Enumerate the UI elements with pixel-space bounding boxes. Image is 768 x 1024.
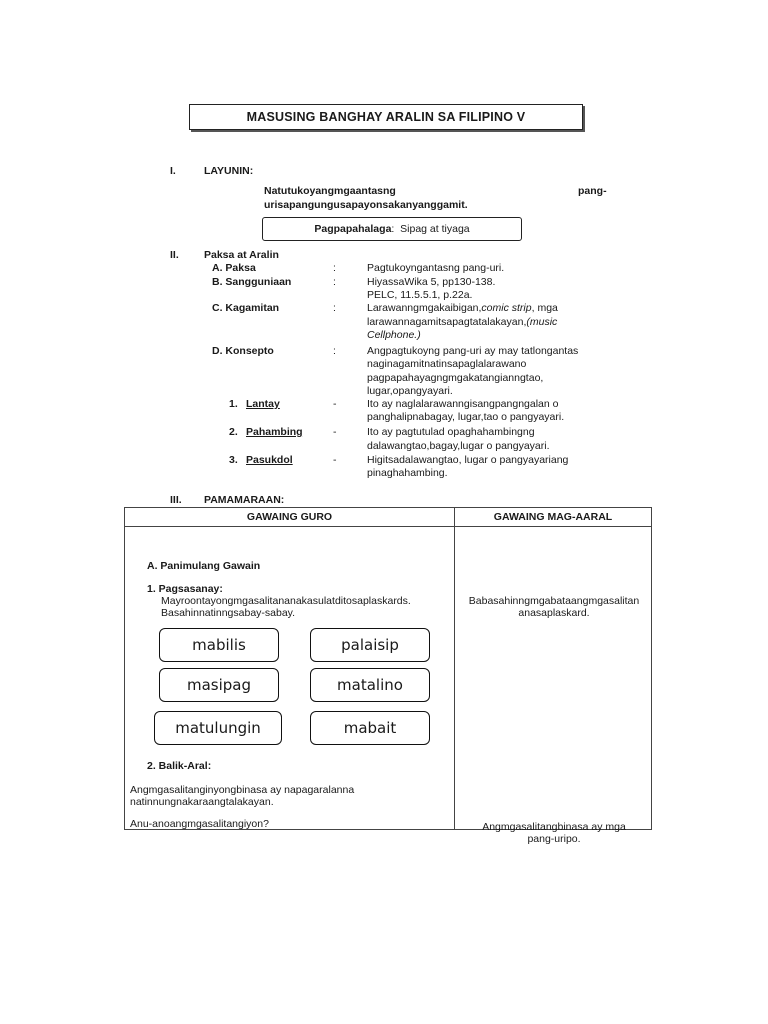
panimulang-gawain-heading: A. Panimulang Gawain	[147, 560, 261, 572]
paksa-heading: Paksa at Aralin	[204, 249, 279, 261]
antas-pasukdol: Pasukdol	[246, 454, 293, 466]
paksa-item-label: A. Paksa	[212, 262, 256, 274]
pagsasanay-line-1: Mayroontayongmgasalitananakasulatditosaplaskards.	[161, 595, 411, 607]
col-header-guro: GAWAING GURO	[125, 508, 455, 527]
layunin-line-2: urisapangungusapayonsakanyanggamit.	[264, 199, 468, 211]
student-response-2-line-1: Angmgasalitangbinasa ay mga	[482, 821, 626, 833]
pagsasanay-heading: 1. Pagsasanay:	[147, 583, 223, 595]
pagpapahalaga-value: : Sipag at tiyaga	[391, 223, 470, 235]
balik-aral-line-1: Angmgasalitanginyongbinasa ay napagaralanna	[130, 784, 355, 796]
antas-sep: -	[333, 426, 337, 438]
student-response-1-line-2: anasaplaskard.	[518, 607, 590, 619]
flashcard-mabilis: mabilis	[159, 628, 279, 662]
kagamitan-label: C. Kagamitan	[212, 302, 280, 314]
pamamaraan-heading: PAMAMARAAN:	[204, 494, 285, 506]
pahambing-line-2: dalawangtao,bagay,lugar o pangyayari.	[367, 440, 550, 452]
flashcard-masipag: masipag	[159, 668, 279, 702]
konsepto-line-2: naginagamitnatinsapaglalarawano	[367, 358, 527, 370]
konsepto-line-4: lugar,opangyayari.	[367, 385, 453, 397]
flashcard-matulungin: matulungin	[154, 711, 282, 745]
konsepto-label: D. Konsepto	[212, 345, 274, 357]
paksa-item-value: Pagtukoyngantasng pang-uri.	[367, 262, 505, 274]
sanggunian-line-1: HiyassaWika 5, pp130-138.	[367, 276, 496, 288]
student-response-1-line-1: Babasahinngmgabataangmgasalitan	[468, 595, 640, 607]
section-number-iii: III.	[170, 494, 182, 506]
flashcard-palaisip: palaisip	[310, 628, 430, 662]
konsepto-line-1: Angpagtukoyng pang-uri ay may tatlongantas	[367, 345, 579, 357]
kagamitan-line-2: larawannagamitsapagtatalakayan,(music	[367, 316, 558, 328]
lantay-line-1: Ito ay naglalarawanngisangpangngalan o	[367, 398, 559, 410]
kagamitan-sep: :	[333, 302, 336, 314]
section-number-ii: II.	[170, 249, 179, 261]
flashcard-matalino: matalino	[310, 668, 430, 702]
antas-num: 2.	[229, 426, 238, 438]
pasukdol-line-1: Higitsadalawangtao, lugar o pangyayariang	[367, 454, 569, 466]
sanggunian-sep: :	[333, 276, 336, 288]
antas-lantay: Lantay	[246, 398, 280, 410]
antas-num: 3.	[229, 454, 238, 466]
student-response-2-line-2: pang-uripo.	[527, 833, 581, 845]
sanggunian-line-2: PELC, 11.5.5.1, p.22a.	[367, 289, 473, 301]
flashcard-mabait: mabait	[310, 711, 430, 745]
antas-sep: -	[333, 398, 337, 410]
konsepto-sep: :	[333, 345, 336, 357]
layunin-line-1: Natutukoyangmgaantasng	[264, 185, 396, 197]
layunin-line-1-right: pang-	[578, 185, 607, 197]
balik-aral-heading: 2. Balik-Aral:	[147, 760, 212, 772]
procedure-table	[124, 507, 652, 845]
balik-aral-line-2: natinnungnakaraangtalakayan.	[130, 796, 274, 808]
pahambing-line-1: Ito ay pagtutulad opaghahambingng	[367, 426, 535, 438]
sanggunian-label: B. Sangguniaan	[212, 276, 292, 288]
kagamitan-line-1: Larawanngmgakaibigan,comic strip, mga	[367, 302, 558, 314]
balik-aral-question: Anu-anoangmgasalitangiyon?	[130, 818, 269, 830]
guro-cell	[125, 527, 455, 830]
col-header-magaaral: GAWAING MAG-AARAL	[455, 508, 652, 527]
section-number-i: I.	[170, 165, 176, 177]
pasukdol-line-2: pinaghahambing.	[367, 467, 448, 479]
pagpapahalaga-label: Pagpapahalaga	[314, 223, 392, 235]
antas-num: 1.	[229, 398, 238, 410]
antas-pahambing: Pahambing	[246, 426, 303, 438]
document-title: MASUSING BANGHAY ARALIN SA FILIPINO V	[189, 104, 583, 130]
pagsasanay-line-2: Basahinnatinngsabay-sabay.	[161, 607, 296, 619]
layunin-heading: LAYUNIN:	[204, 165, 254, 177]
lantay-line-2: panghalipnabagay, lugar,tao o pangyayari.	[367, 411, 565, 423]
magaaral-cell	[455, 527, 652, 845]
pagpapahalaga-box	[262, 217, 522, 241]
antas-sep: -	[333, 454, 337, 466]
paksa-item-sep: :	[333, 262, 336, 274]
konsepto-line-3: pagpapahayagngmgakatangianngtao,	[367, 372, 544, 384]
kagamitan-line-3: Cellphone.)	[367, 329, 421, 341]
